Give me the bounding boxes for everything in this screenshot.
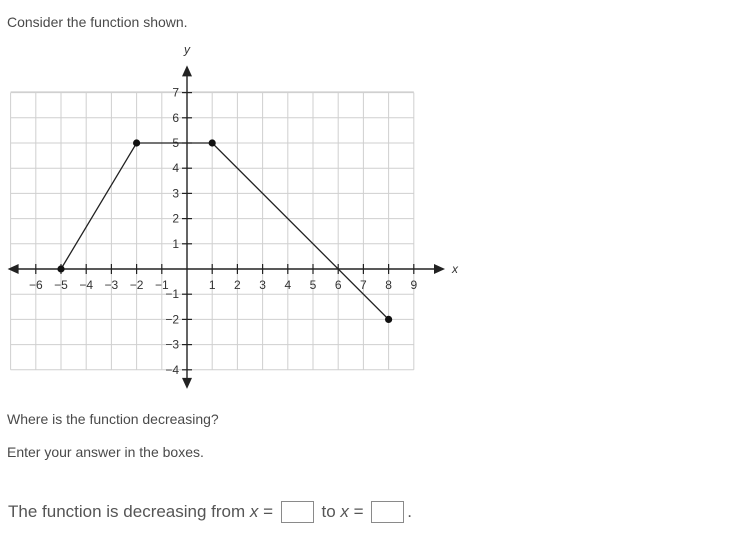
answer-sentence	[8, 501, 412, 523]
x-tick-label: 7	[360, 278, 367, 292]
y-axis-arrow-down	[182, 378, 192, 389]
function-line	[61, 143, 389, 319]
x-tick-label: −5	[54, 278, 68, 292]
answer-variable-2: x	[340, 502, 349, 521]
answer-equals-1: =	[258, 502, 278, 521]
grid	[11, 92, 414, 370]
instruction-text: Enter your answer in the boxes.	[7, 444, 204, 460]
axis-ticks	[36, 93, 414, 370]
function-point	[133, 139, 140, 146]
y-tick-label: −4	[165, 362, 179, 377]
x-axis-arrow-left	[8, 264, 19, 274]
y-tick-label: −3	[165, 337, 179, 352]
x-tick-label: 4	[284, 278, 292, 292]
x-tick-label: 6	[334, 278, 342, 292]
function-points	[57, 139, 392, 323]
answer-box-end[interactable]	[371, 501, 404, 523]
question-text: Where is the function decreasing?	[7, 411, 219, 427]
function-point	[57, 265, 64, 272]
x-tick-label: 5	[309, 278, 317, 292]
y-axis-label: y	[184, 42, 190, 57]
function-point	[385, 316, 392, 323]
x-axis-label: x	[452, 262, 458, 276]
y-tick-label: 5	[172, 136, 179, 150]
x-tick-label: 2	[234, 278, 241, 292]
x-tick-label: −2	[129, 278, 144, 292]
x-tick-label: 3	[259, 278, 266, 292]
x-tick-label: −3	[104, 278, 119, 292]
function-point	[209, 139, 216, 146]
x-tick-label: −6	[28, 278, 43, 292]
y-tick-label: 6	[172, 110, 179, 125]
axes	[8, 65, 445, 389]
answer-prefix: The function is decreasing from	[8, 502, 250, 521]
y-tick-label: 7	[172, 85, 179, 100]
y-tick-label: −1	[165, 287, 179, 302]
x-tick-label: −4	[79, 278, 94, 292]
y-tick-label: −2	[165, 312, 179, 327]
function-segment	[61, 143, 389, 319]
answer-box-start[interactable]	[281, 501, 314, 523]
answer-middle: to	[316, 502, 341, 521]
x-tick-label: 1	[208, 278, 216, 292]
x-axis-arrow-right	[434, 264, 445, 274]
answer-variable-1: x	[249, 502, 259, 521]
prompt-text: Consider the function shown.	[7, 14, 188, 30]
y-tick-label: 4	[172, 161, 179, 176]
y-tick-label: 3	[172, 186, 179, 201]
answer-equals-2: =	[348, 502, 369, 521]
y-axis-arrow-up	[182, 65, 192, 76]
x-tick-label: −1	[154, 278, 169, 292]
x-tick-label: 9	[410, 278, 418, 292]
x-tick-label: 8	[385, 278, 392, 292]
y-tick-label: 1	[172, 236, 179, 251]
answer-suffix: .	[407, 502, 413, 521]
y-tick-label: 2	[172, 211, 179, 226]
